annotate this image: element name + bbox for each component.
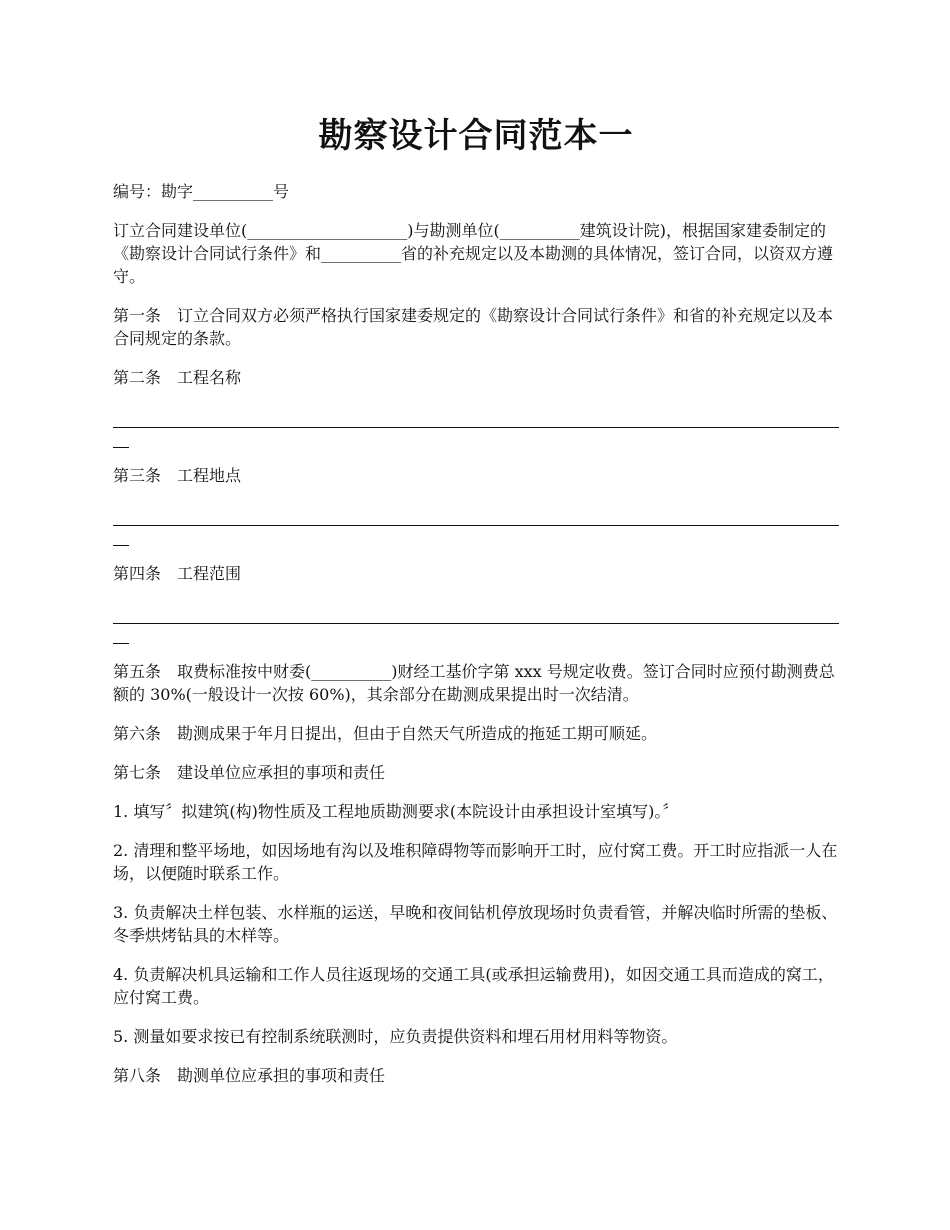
fill-rule-tail (113, 430, 129, 448)
article-8-heading: 第八条 勘测单位应承担的事项和责任 (113, 1066, 386, 1085)
article-1: 第一条 订立合同双方必须严格执行国家建委规定的《勘察设计合同试行条件》和省的补充规定以及本合同规定的条款。 (113, 306, 834, 348)
fill-rule (113, 503, 839, 526)
fill-rule (113, 405, 839, 428)
article-7-heading: 第七条 建设单位应承担的事项和责任 (113, 763, 386, 782)
article-7-item-1: 1. 填写〞拟建筑(构)物性质及工程地质勘测要求(本院设计由承担设计室填写)。〞 (113, 802, 679, 821)
contract-number: 编号：勘字__________号 (113, 182, 290, 201)
project-name-fill-line (113, 405, 839, 448)
article-6: 第六条 勘测成果于年月日提出，但由于自然天气所造成的拖延工期可顺延。 (113, 724, 658, 743)
contract-preamble: 订立合同建设单位(____________________)与勘测单位(__________建筑设计院)，根据国家建委制定的《勘察设计合同试行条件》和__________省的补充规定以及本勘测的具体情况，签订合同，以资双方遵守。 (113, 221, 834, 286)
project-scope-fill-line (113, 601, 839, 644)
article-5: 第五条 取费标准按中财委(__________)财经工基价字第 xxx 号规定收费。签订合同时应预付勘测费总额的 30%(一般设计一次按 60%)，其余部分在勘测成果提出时一次结清。 (113, 662, 835, 704)
fill-rule-tail (113, 528, 129, 546)
fill-rule (113, 601, 839, 624)
article-4-heading: 第四条 工程范围 (113, 564, 242, 583)
article-7-item-5: 5. 测量如要求按已有控制系统联测时，应负责提供资料和埋石用材用料等物资。 (113, 1027, 678, 1046)
document-title: 勘察设计合同范本一 (318, 116, 634, 156)
article-7-item-4: 4. 负责解决机具运输和工作人员往返现场的交通工具(或承担运输费用)，如因交通工具而造成的窝工，应付窝工费。 (113, 965, 834, 1007)
article-2-heading: 第二条 工程名称 (113, 368, 242, 387)
article-7-item-2: 2. 清理和整平场地，如因场地有沟以及堆积障碍物等而影响开工时，应付窝工费。开工时应指派一人在场，以便随时联系工作。 (113, 841, 838, 883)
fill-rule-tail (113, 626, 129, 644)
project-location-fill-line (113, 503, 839, 546)
document-page (113, 112, 839, 1103)
article-7-item-3: 3. 负责解决土样包装、水样瓶的运送，早晚和夜间钻机停放现场时负责看管，并解决临时所需的垫板、冬季烘烤钻具的木样等。 (113, 903, 838, 945)
article-3-heading: 第三条 工程地点 (113, 466, 242, 485)
